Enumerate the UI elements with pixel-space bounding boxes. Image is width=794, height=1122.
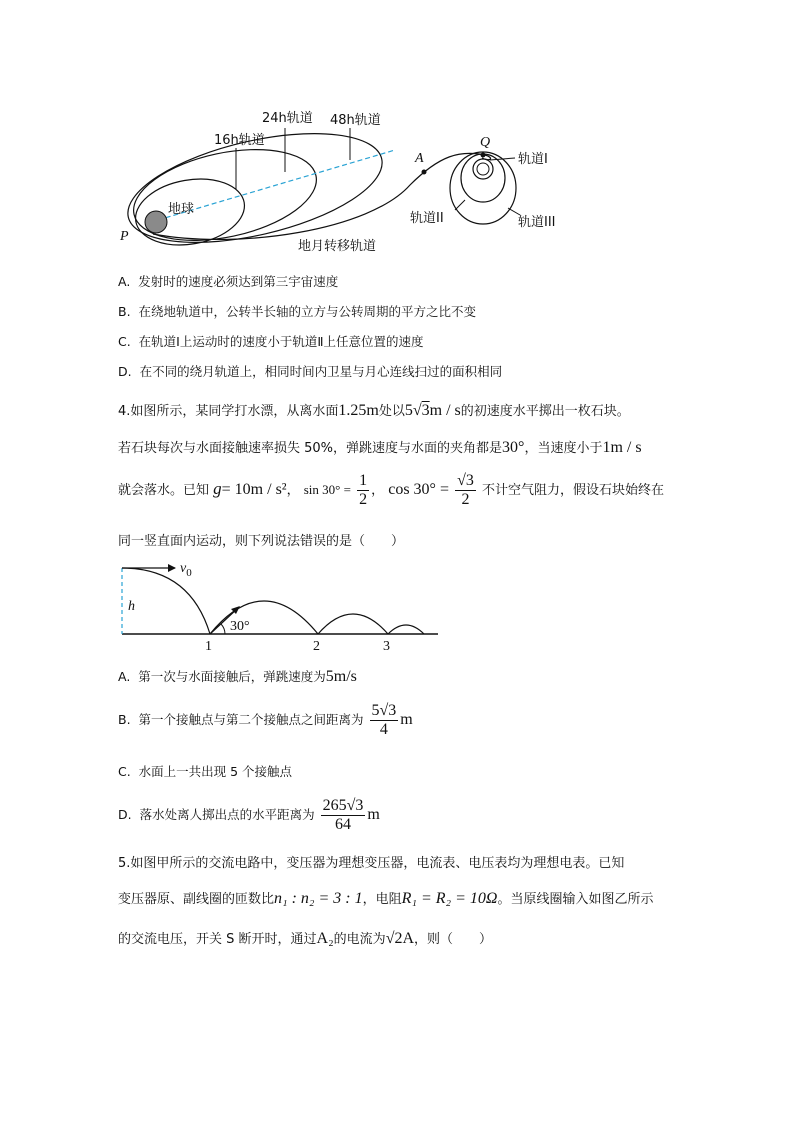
transfer-trajectory	[153, 153, 491, 239]
q4-sin: sin 30° =	[303, 482, 351, 497]
trajectory-2	[210, 601, 318, 634]
q5-meter: A₂	[316, 930, 334, 947]
label-48h: 48h轨道	[330, 113, 381, 128]
q4-cos: cos 30° =	[388, 481, 449, 498]
point-q-dot	[481, 153, 486, 158]
orbit-diagram	[110, 100, 570, 260]
option-text: 在不同的绕月轨道上，相同时间内卫星与月心连线扫过的面积相同	[139, 364, 503, 379]
q5-turns-ratio: n₁ : n₂ = 3 : 1	[274, 890, 363, 907]
option-letter: B.	[118, 712, 131, 727]
option-letter: C.	[118, 334, 131, 349]
q3-option-c	[118, 332, 424, 350]
q5-line-2	[118, 888, 653, 908]
q4-cos-frac: $\frac{√3}{2}$	[457, 472, 474, 508]
q4-text: 不计空气阻力，假设石块始终在	[482, 483, 665, 498]
label-point-q: Q	[480, 135, 491, 150]
option-b-fraction: $\frac{5√3}{4}$	[371, 702, 397, 738]
q4-text: 就会落水。已知	[118, 483, 210, 498]
q4-option-b	[118, 702, 413, 739]
trajectory-1	[122, 568, 210, 634]
option-letter: B.	[118, 304, 131, 319]
q4-option-c	[118, 762, 292, 780]
q4-line-2	[118, 437, 642, 457]
q4-height: 1.25m	[338, 402, 379, 419]
q4-sin-frac: $\frac{1}{2}$	[359, 472, 368, 508]
point-a-dot	[422, 170, 427, 175]
angle-arc	[221, 624, 225, 634]
q3-option-b	[118, 302, 476, 320]
q4-line-3: 就会落水。已知 g= 10m / s²， sin 30° = $\frac{1}{2}$ ， cos 30° = $\frac{√3}{2}$ 不计空气阻力，假设石块始终在	[118, 472, 665, 508]
option-text: 在轨道Ⅰ上运动时的速度小于轨道Ⅱ上任意位置的速度	[138, 334, 424, 349]
label-orbit-3: 轨道III	[518, 215, 556, 230]
label-earth: 地球	[168, 202, 195, 217]
option-letter: A.	[118, 274, 131, 289]
option-letter: D.	[118, 807, 132, 822]
q5-text: 。当原线圈输入如图乙所示	[497, 892, 654, 907]
option-letter: D.	[118, 364, 132, 379]
label-line-orbit3	[508, 208, 520, 215]
q5-resistance: R₁ = R₂ = 10Ω	[401, 890, 498, 907]
q4-line-4: 同一竖直面内运动，则下列说法错误的是（ ）	[118, 534, 405, 549]
stone-diagram	[110, 558, 450, 658]
q4-g-value: = 10m / s²	[221, 481, 287, 498]
option-text: 第一个接触点与第二个接触点之间距离为	[138, 712, 364, 727]
q4-option-d	[118, 797, 380, 834]
q4-line-1	[118, 400, 630, 420]
q4-text: 4.如图所示，某同学打水漂，从离水面	[118, 404, 339, 419]
q4-speed: 5√3m / s	[404, 402, 461, 419]
moon-icon	[477, 163, 489, 175]
q5-text: ，则（ ）	[414, 932, 493, 947]
q5-line-3	[118, 928, 492, 948]
q3-option-a	[118, 272, 338, 290]
label-v0: $v_0$	[180, 561, 192, 579]
label-line-orbit2	[455, 200, 465, 210]
q4-g: g	[213, 479, 222, 498]
q5-text: 变压器原、副线圈的匝数比	[118, 892, 275, 907]
label-point-1: 1	[205, 639, 212, 654]
q4-min-speed: 1m / s	[602, 439, 642, 456]
q5-text: 的电流为	[333, 932, 386, 947]
earth-icon	[145, 211, 167, 233]
option-text: 第一次与水面接触后，弹跳速度为	[138, 669, 326, 684]
q5-line-1: 5.如图甲所示的交流电路中，变压器为理想变压器，电流表、电压表均为理想电表。已知	[118, 856, 625, 871]
label-point-3: 3	[383, 639, 390, 654]
v0-arrowhead	[168, 564, 176, 572]
option-a-value: 5m/s	[325, 668, 357, 685]
option-letter: A.	[118, 669, 131, 684]
label-point-a: A	[415, 151, 424, 166]
option-letter: C.	[118, 764, 131, 779]
option-text: 水面上一共出现 5 个接触点	[138, 764, 293, 779]
label-24h: 24h轨道	[262, 111, 313, 126]
q5-current: √2A	[385, 930, 415, 947]
option-b-unit: m	[400, 711, 413, 728]
q4-text: 处以	[378, 404, 405, 419]
label-orbit-2: 轨道II	[410, 211, 444, 226]
q5-text: ，电阻	[362, 892, 402, 907]
label-point-2: 2	[313, 639, 320, 654]
q5-text: 的交流电压，开关 S 断开时，通过	[118, 932, 317, 947]
q4-text: ，当速度小于	[524, 441, 603, 456]
label-point-p: P	[120, 229, 129, 244]
label-h: h	[128, 599, 135, 614]
q3-option-d	[118, 362, 502, 380]
label-orbit-1: 轨道I	[518, 152, 548, 167]
label-angle: 30°	[230, 619, 250, 634]
orbit-2-ellipse	[461, 154, 505, 202]
q4-angle: 30°	[502, 439, 525, 456]
q4-text: 若石块每次与水面接触速率损失 50%，弹跳速度与水面的夹角都是	[118, 441, 503, 456]
trajectory-3	[318, 614, 388, 634]
option-d-fraction: $\frac{265√3}{64}$	[322, 797, 364, 833]
label-transfer: 地月转移轨道	[298, 239, 377, 254]
trajectory-4	[388, 625, 424, 634]
option-d-unit: m	[367, 806, 380, 823]
q4-text: 的初速度水平掷出一枚石块。	[460, 404, 630, 419]
q4-option-a	[118, 667, 357, 686]
option-text: 发射时的速度必须达到第三宇宙速度	[138, 274, 339, 289]
label-16h: 16h轨道	[214, 133, 265, 148]
option-text: 在绕地轨道中，公转半长轴的立方与公转周期的平方之比不变	[138, 304, 477, 319]
option-text: 落水处离人掷出点的水平距离为	[139, 807, 315, 822]
